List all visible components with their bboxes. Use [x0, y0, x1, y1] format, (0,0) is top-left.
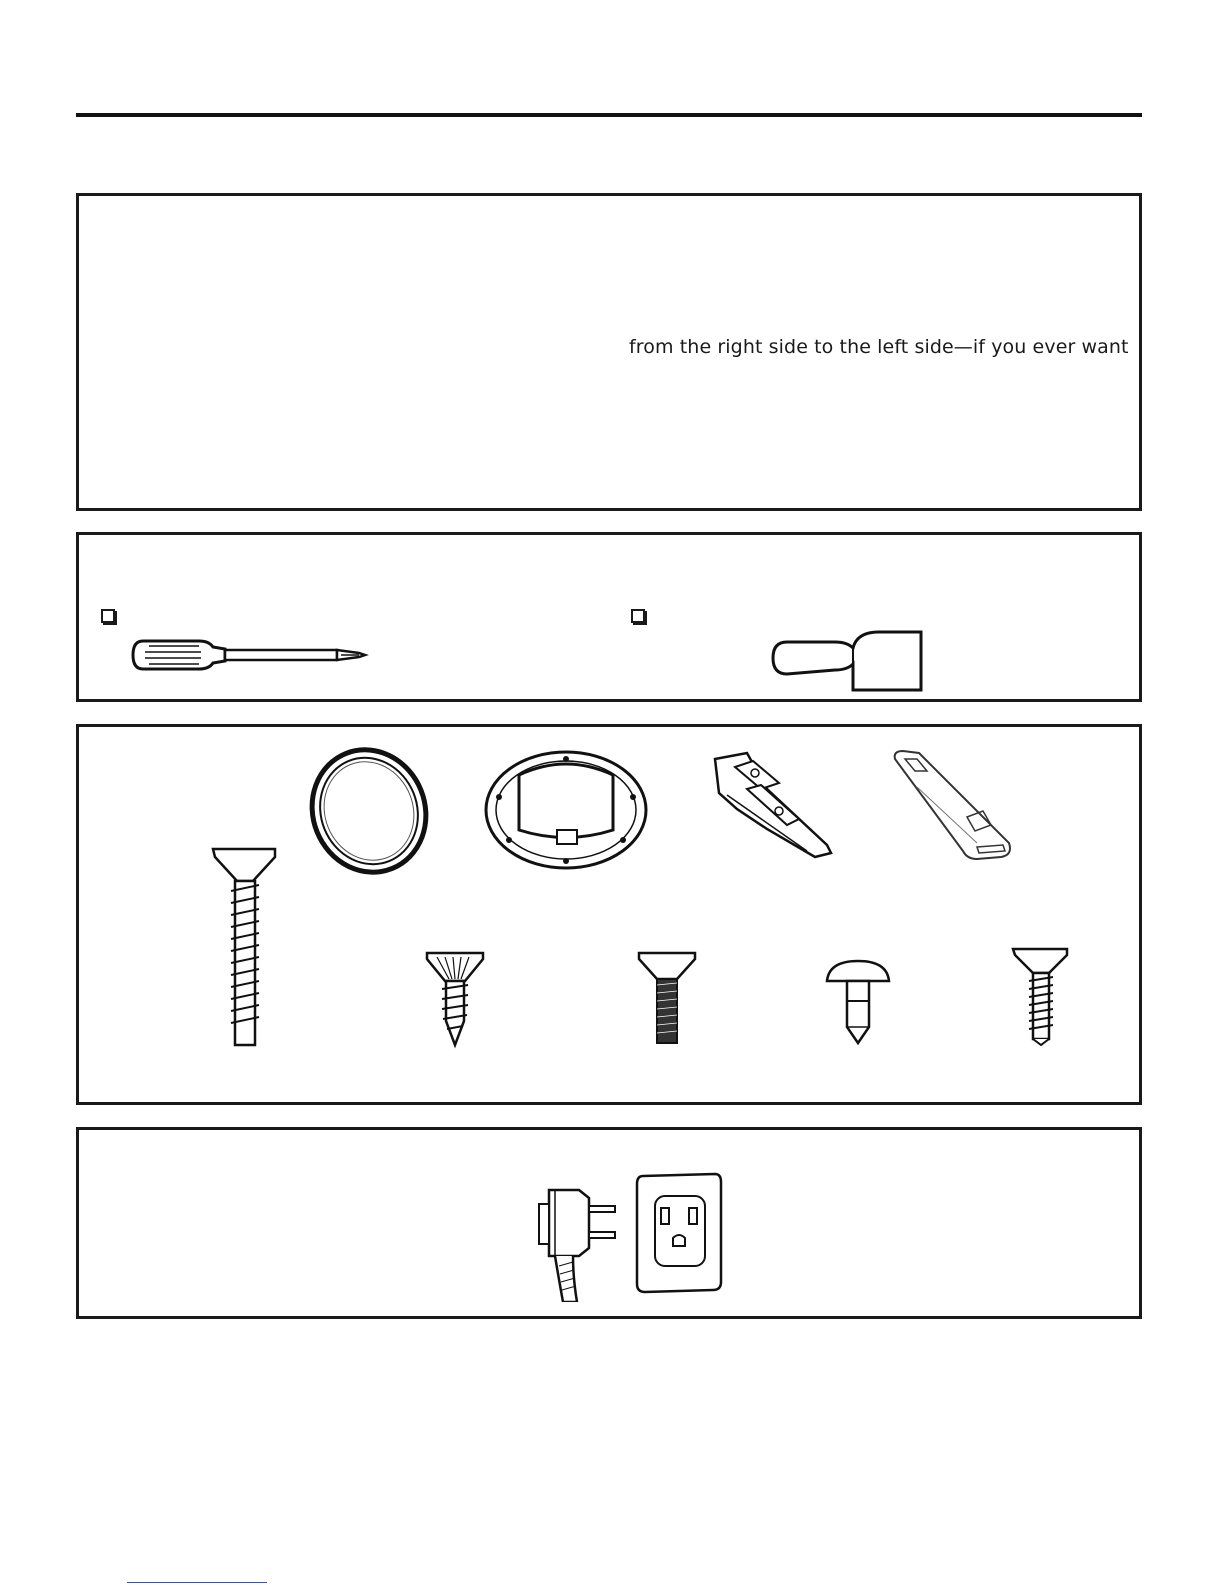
door-hinge-frame-icon: [479, 745, 654, 875]
header-rule: [76, 113, 1142, 117]
long-screw-icon: [209, 845, 281, 1049]
flat-head-screw-icon: [1009, 945, 1073, 1049]
tapping-screw-icon: [423, 949, 487, 1049]
tool-checkbox-putty-knife[interactable]: [631, 609, 645, 623]
putty-knife-icon: [769, 628, 929, 692]
phillips-screwdriver-icon: [129, 633, 369, 677]
unplug-power-cord-icon: [531, 1170, 731, 1302]
footer-link-underline[interactable]: [127, 1582, 267, 1583]
instructions-box: [76, 193, 1142, 511]
tool-checkbox-screwdriver[interactable]: [101, 609, 115, 623]
parts-box: [76, 724, 1142, 1105]
tools-box: [76, 532, 1142, 702]
power-box: [76, 1127, 1142, 1319]
instructions-text: from the right side to the left side—if you ever want: [629, 336, 1129, 358]
strike-plate-icon: [887, 747, 1017, 867]
machine-screw-icon: [635, 949, 699, 1049]
door-gasket-ring-icon: [307, 743, 439, 881]
plug-button-icon: [823, 957, 893, 1047]
hinge-icon: [707, 749, 837, 864]
